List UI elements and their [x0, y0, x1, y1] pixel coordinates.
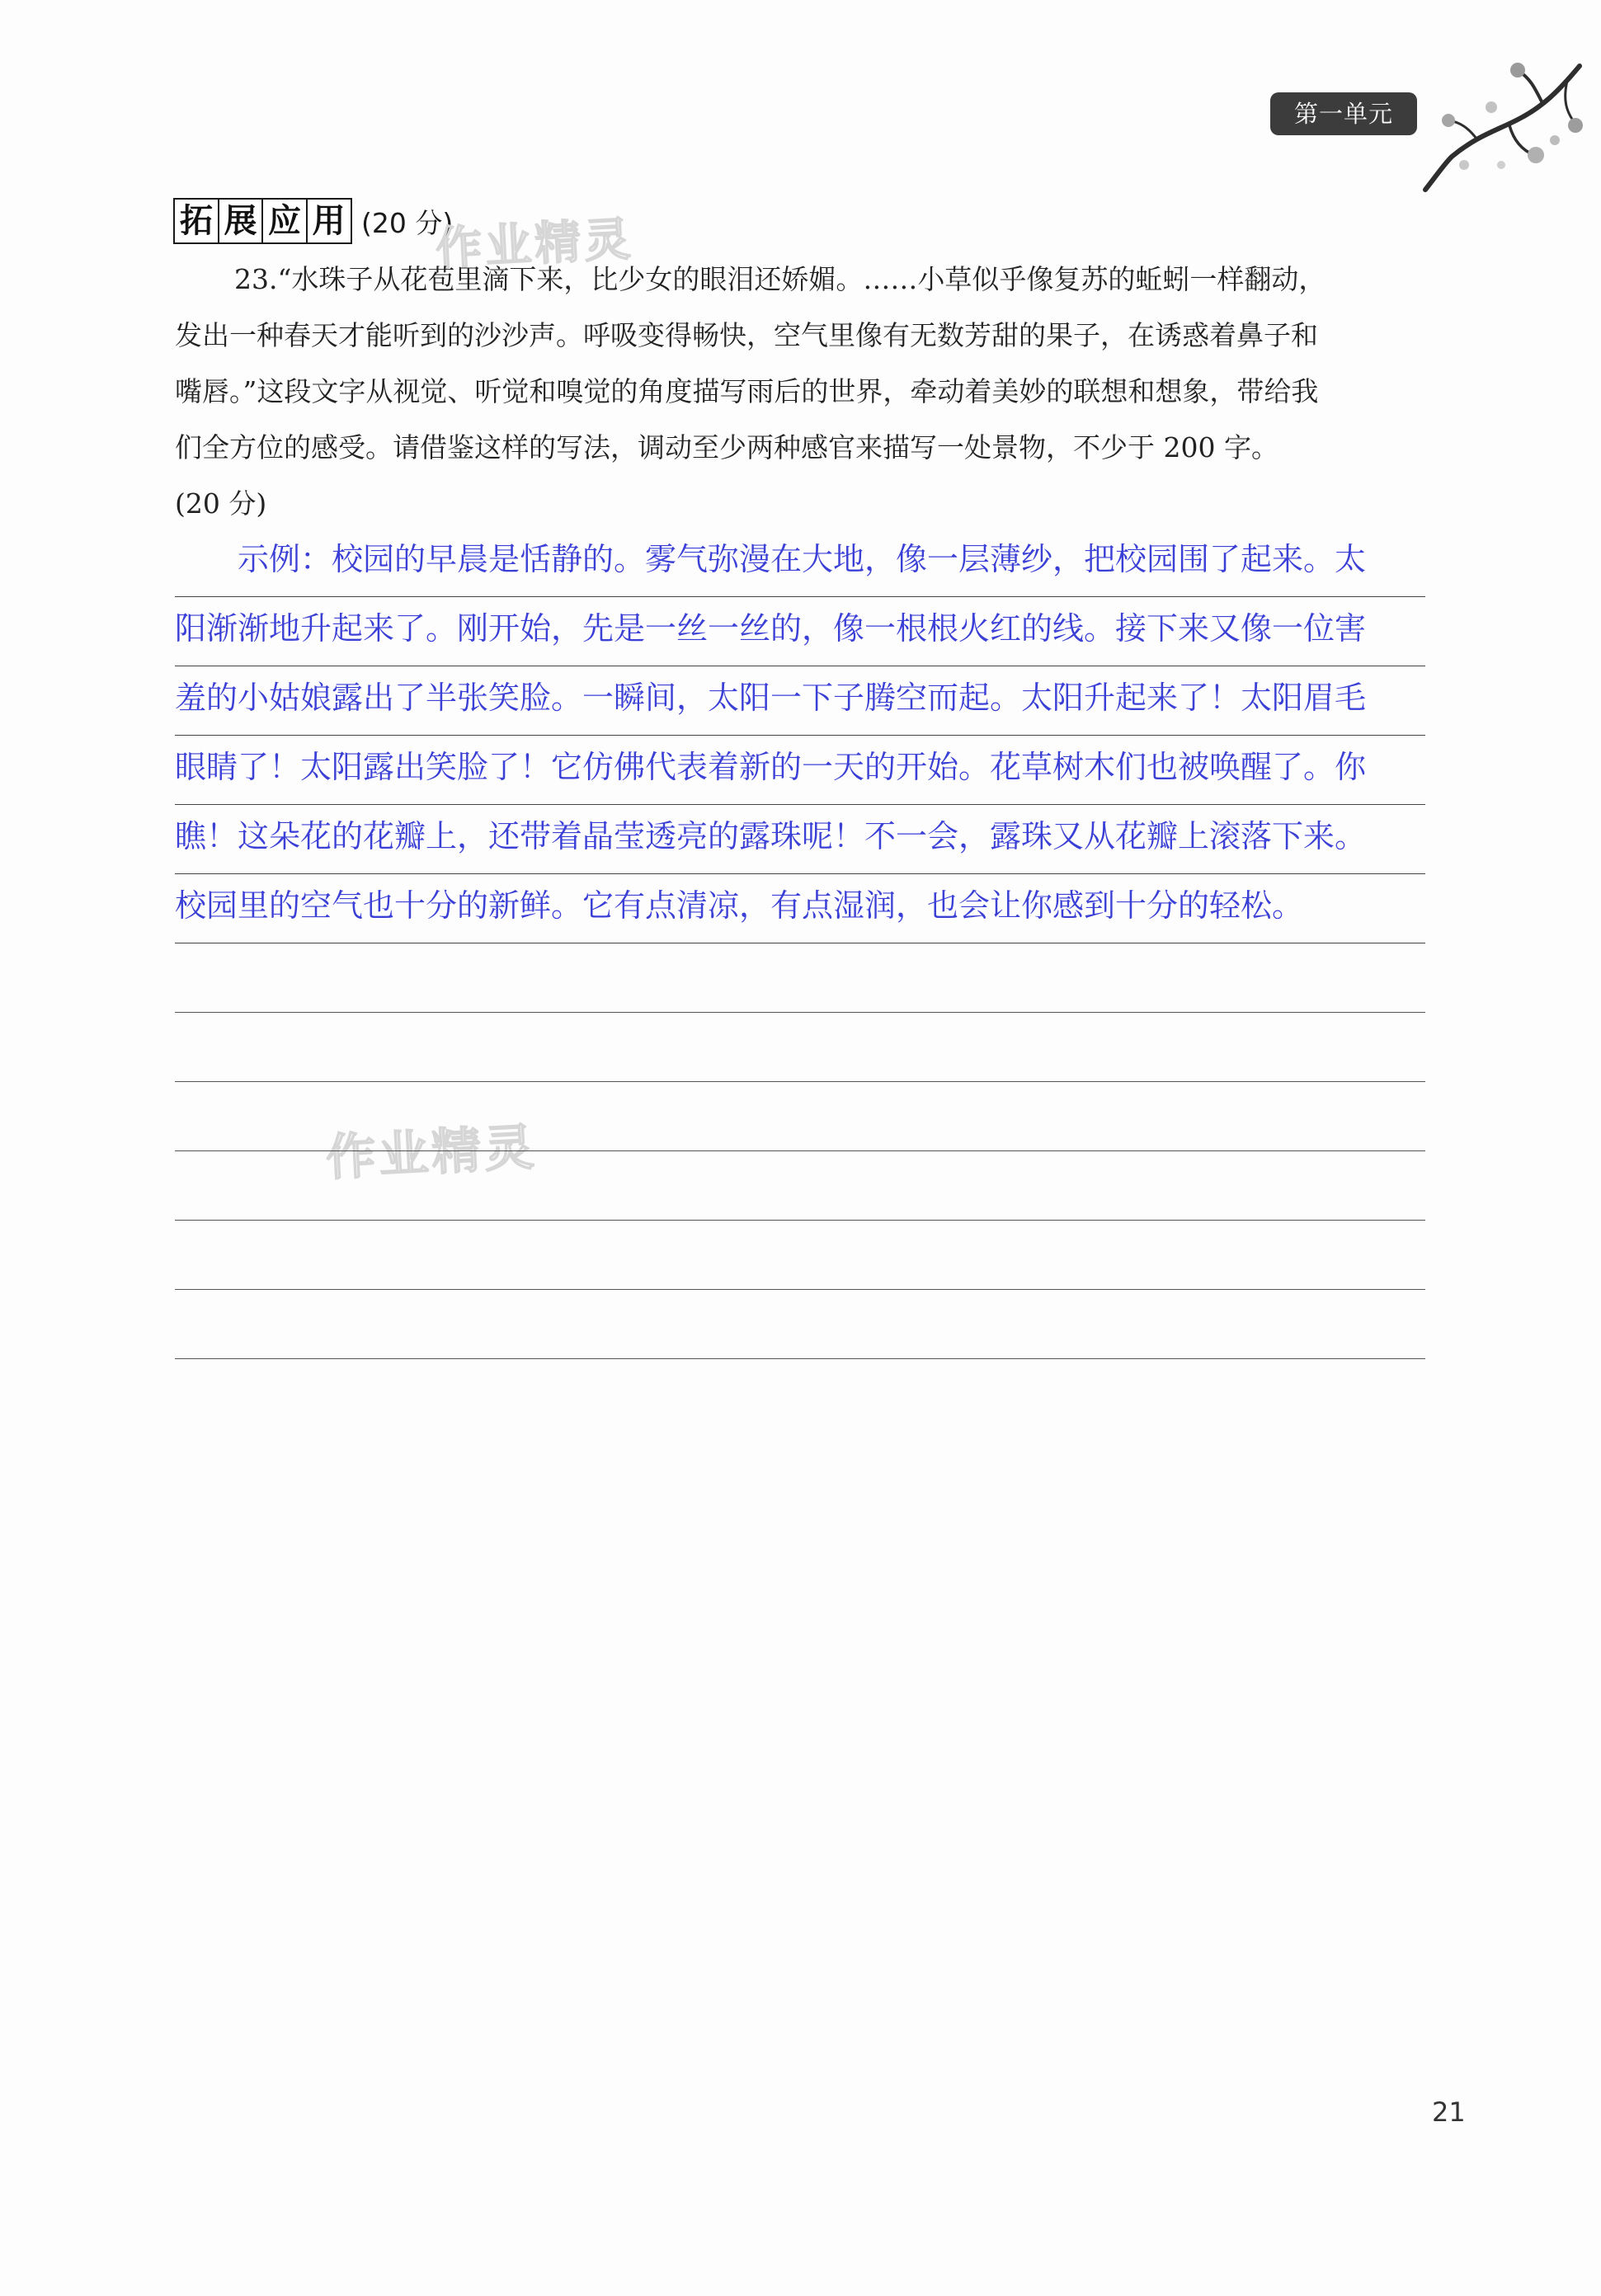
- question-line: 嘴唇。”这段文字从视觉、听觉和嗅觉的角度描写雨后的世界，牵动着美妙的联想和想象，带给我: [175, 375, 1319, 407]
- section-title-boxes: [173, 198, 350, 244]
- question-line: 们全方位的感受。请借鉴这样的写法，调动至少两种感官来描写一处景物，不少于 200 字。: [175, 431, 1278, 463]
- section-title-char: 用: [306, 198, 352, 244]
- answer-line: 羞的小姑娘露出了半张笑脸。一瞬间，太阳一下子腾空而起。太阳升起来了！太阳眉毛: [175, 666, 1425, 736]
- question-line: (20 分): [175, 487, 267, 520]
- plum-branch-decoration: [1419, 58, 1584, 198]
- unit-badge: 第一单元: [1270, 92, 1417, 135]
- section-title-char: 展: [218, 198, 264, 244]
- section-title-char: 应: [261, 198, 308, 244]
- blank-writing-line: [175, 1082, 1425, 1151]
- section-heading: [173, 198, 453, 244]
- page-number: 21: [1432, 2096, 1466, 2128]
- blank-writing-line: [175, 1013, 1425, 1082]
- answer-area: [175, 528, 1425, 1359]
- blank-writing-line: [175, 1290, 1425, 1359]
- answer-line: 眼睛了！太阳露出笑脸了！它仿佛代表着新的一天的开始。花草树木们也被唤醒了。你: [175, 736, 1425, 805]
- answer-line: 阳渐渐地升起来了。刚开始，先是一丝一丝的，像一根根火红的线。接下来又像一位害: [175, 597, 1425, 666]
- question-23: [175, 252, 1429, 532]
- section-title-char: 拓: [173, 198, 219, 244]
- answer-line: 示例：校园的早晨是恬静的。雾气弥漫在大地，像一层薄纱，把校园围了起来。太: [175, 528, 1425, 597]
- question-line: 发出一种春天才能听到的沙沙声。呼吸变得畅快，空气里像有无数芳甜的果子，在诱惑着鼻子和: [175, 319, 1318, 351]
- blank-writing-line: [175, 1151, 1425, 1221]
- blank-writing-line: [175, 943, 1425, 1013]
- watermark: 作业精灵: [324, 1118, 539, 1188]
- section-score: (20 分): [361, 206, 454, 239]
- blank-writing-line: [175, 1221, 1425, 1290]
- answer-line: 校园里的空气也十分的新鲜。它有点清凉，有点湿润，也会让你感到十分的轻松。: [175, 874, 1425, 943]
- question-line: 23.“水珠子从花苞里滴下来，比少女的眼泪还娇媚。……小草似乎像复苏的蚯蚓一样翻动，: [234, 263, 1326, 295]
- watermark: 作业精灵: [434, 212, 635, 277]
- answer-line: 瞧！这朵花的花瓣上，还带着晶莹透亮的露珠呢！不一会，露珠又从花瓣上滚落下来。: [175, 805, 1425, 874]
